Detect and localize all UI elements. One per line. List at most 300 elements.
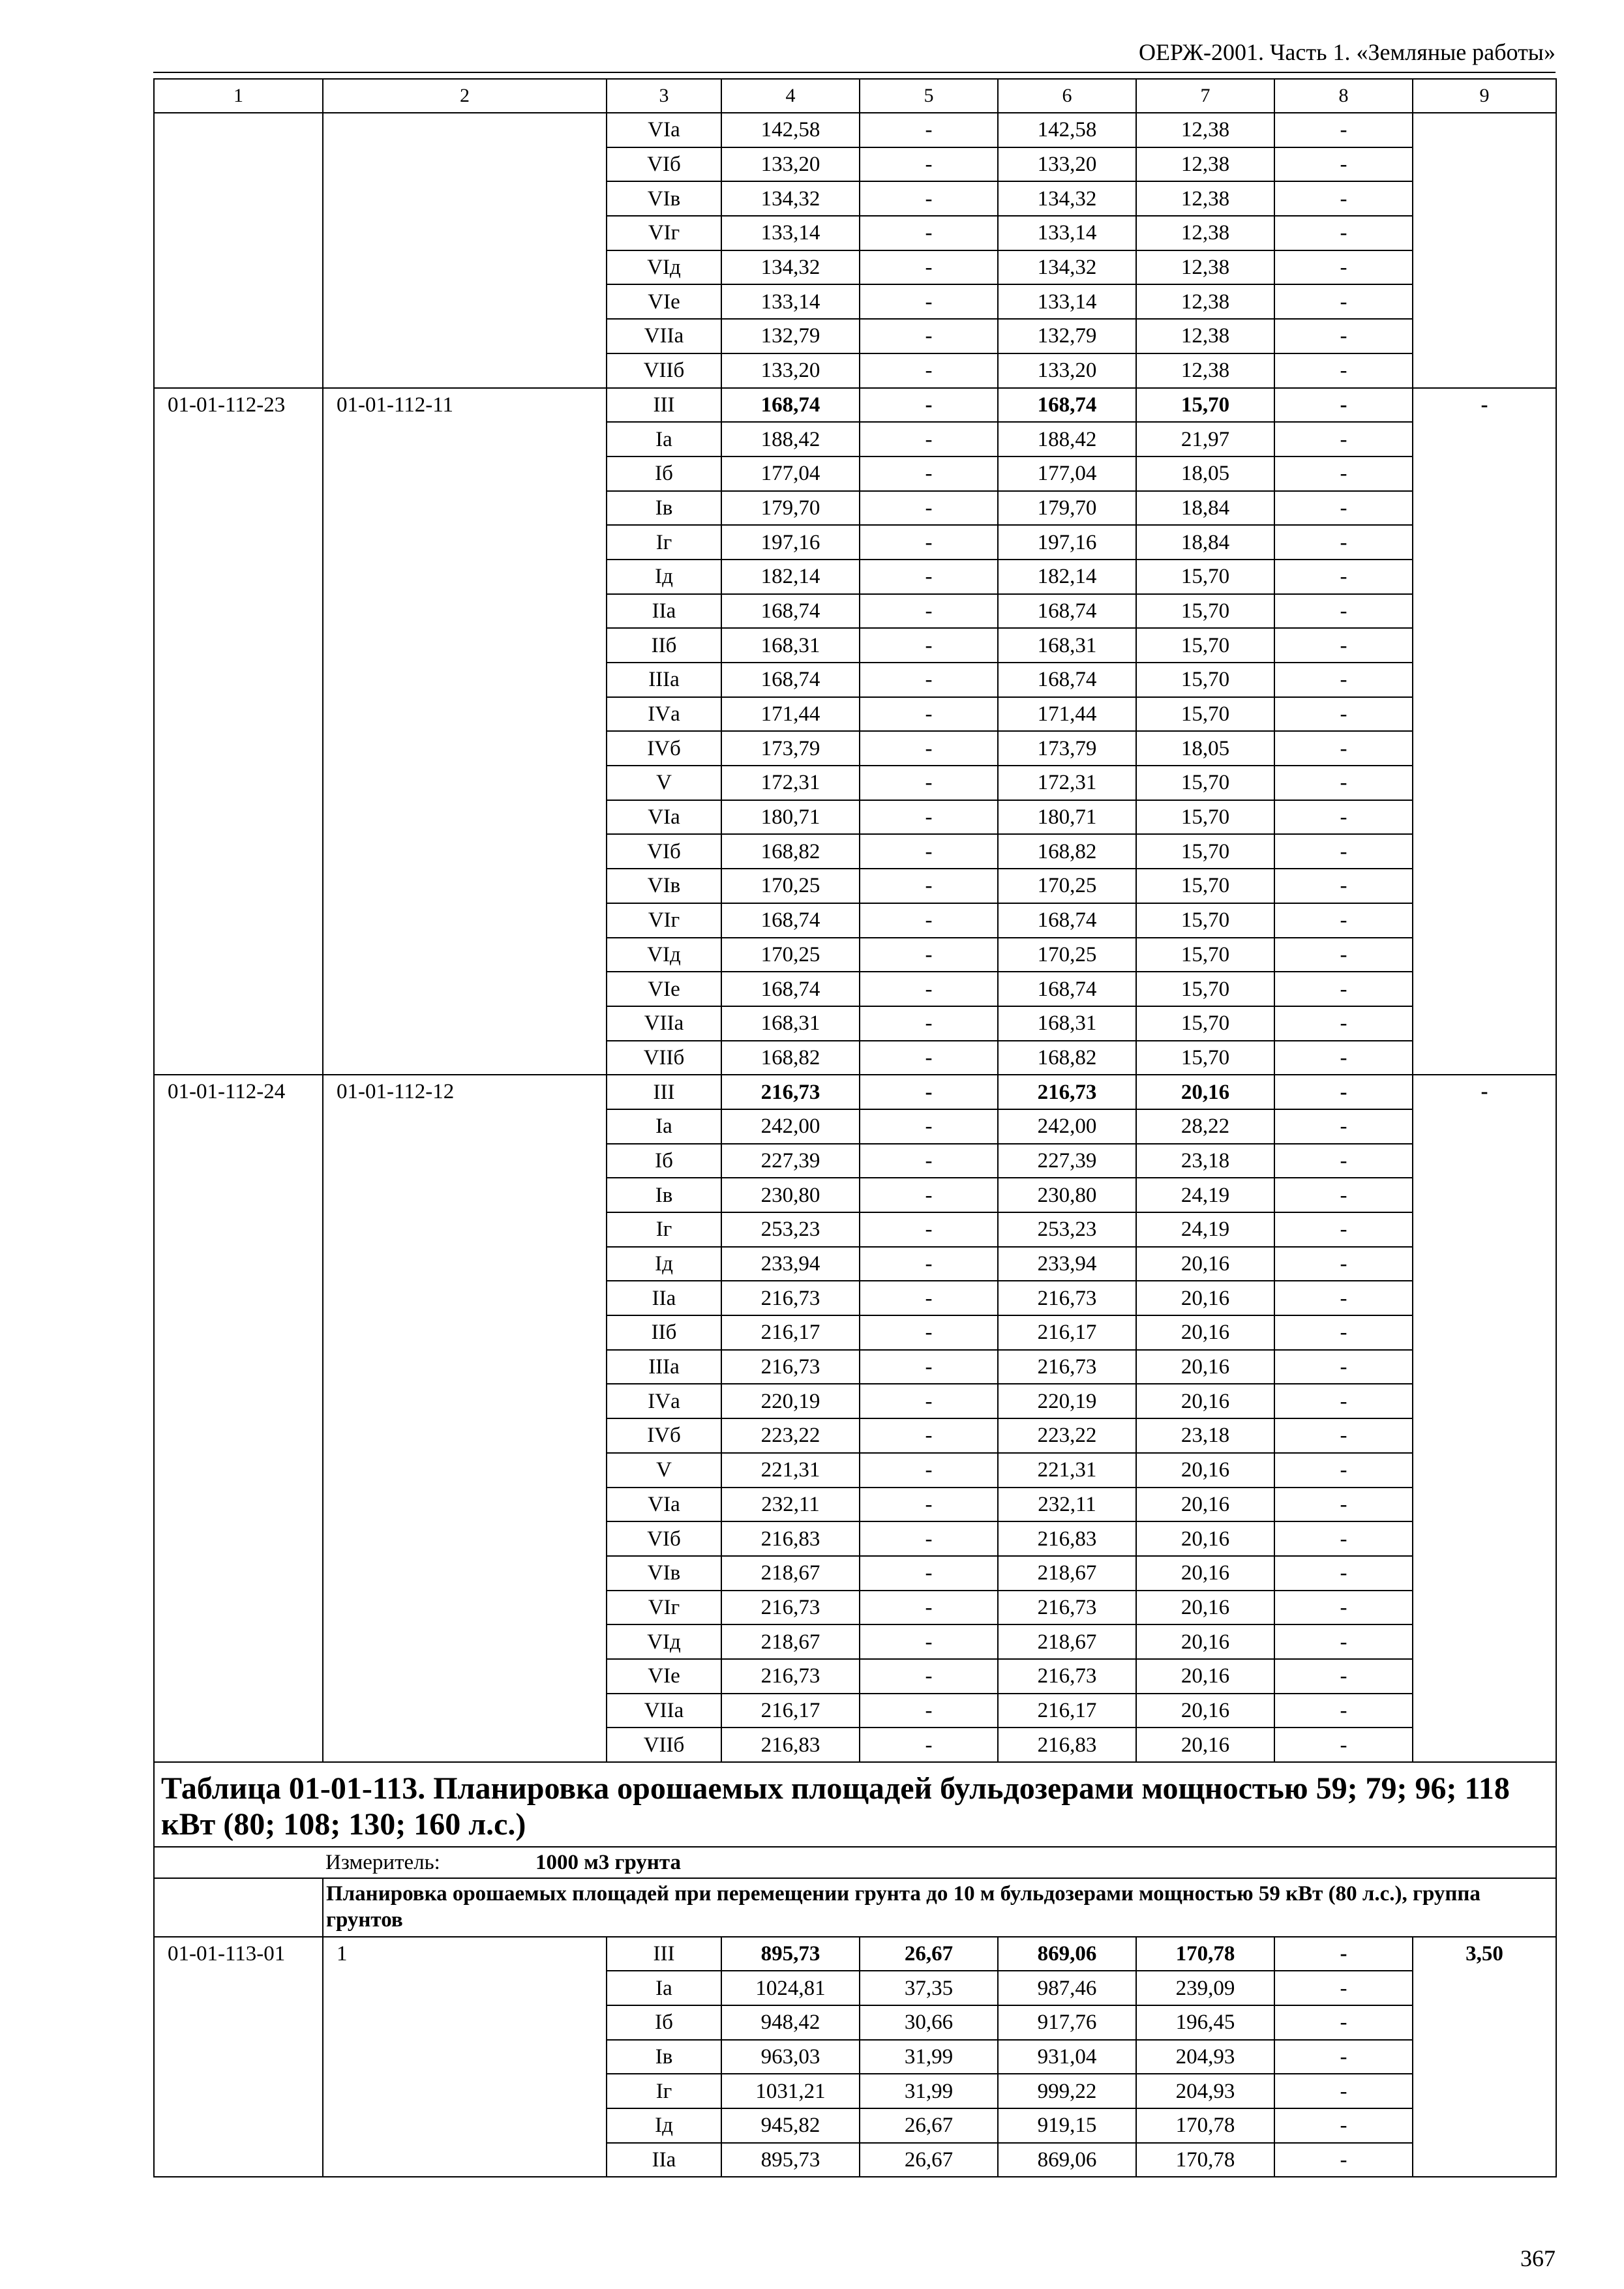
value-cell-col8: - <box>1274 1384 1413 1418</box>
value-cell-col6: 170,25 <box>998 869 1136 903</box>
value-cell-col5: - <box>860 1350 998 1384</box>
value-cell-col5: - <box>860 1247 998 1281</box>
value-cell-col8: - <box>1274 766 1413 800</box>
value-cell-col8: - <box>1274 938 1413 972</box>
value-cell-col5: - <box>860 1728 998 1762</box>
value-cell-col5: - <box>860 1453 998 1488</box>
column-number: 5 <box>860 79 998 113</box>
value-cell-col5: - <box>860 766 998 800</box>
value-cell-col8: - <box>1274 456 1413 491</box>
value-cell-col8: - <box>1274 731 1413 766</box>
value-cell-col7: 204,93 <box>1136 2074 1274 2108</box>
value-cell-col5: - <box>860 284 998 319</box>
soil-group-cell: IIIа <box>607 663 721 697</box>
value-cell-col6: 168,82 <box>998 1041 1136 1075</box>
value-cell-col7: 20,16 <box>1136 1281 1274 1315</box>
soil-group-cell: VIIб <box>607 1728 721 1762</box>
value-cell-col4: 242,00 <box>721 1109 860 1144</box>
norm-code-cell: 01-01-112-24 <box>154 1075 323 1762</box>
value-cell-col7: 20,16 <box>1136 1659 1274 1694</box>
value-cell-col6: 132,79 <box>998 319 1136 353</box>
value-cell-col4: 948,42 <box>721 2005 860 2040</box>
value-cell-col5: - <box>860 147 998 182</box>
value-cell-col7: 15,70 <box>1136 560 1274 594</box>
value-cell-col7: 15,70 <box>1136 697 1274 732</box>
value-cell-col7: 12,38 <box>1136 353 1274 388</box>
soil-group-cell: Iа <box>607 1971 721 2005</box>
value-cell-col7: 20,16 <box>1136 1247 1274 1281</box>
value-cell-col4: 168,82 <box>721 834 860 869</box>
table-row <box>154 1937 1556 1971</box>
value-cell-col4: 227,39 <box>721 1144 860 1178</box>
value-cell-col5: - <box>860 1488 998 1522</box>
value-cell-col5: - <box>860 1075 998 1109</box>
value-cell-col8: - <box>1274 250 1413 285</box>
value-cell-col4: 232,11 <box>721 1488 860 1522</box>
value-cell-col4: 133,14 <box>721 284 860 319</box>
value-cell-col6: 168,74 <box>998 903 1136 938</box>
value-cell-col8: - <box>1274 388 1413 423</box>
value-cell-col4: 221,31 <box>721 1453 860 1488</box>
value-cell-col8: - <box>1274 2074 1413 2108</box>
value-cell-col8: - <box>1274 1109 1413 1144</box>
value-cell-col4: 220,19 <box>721 1384 860 1418</box>
soil-group-cell: IIа <box>607 2143 721 2177</box>
unit-label: Измеритель: <box>325 1851 440 1875</box>
soil-group-cell: Iд <box>607 1247 721 1281</box>
soil-group-cell: IVа <box>607 697 721 732</box>
soil-group-cell: III <box>607 388 721 423</box>
value-cell-col8: - <box>1274 1624 1413 1659</box>
value-cell-col5: - <box>860 1041 998 1075</box>
soil-group-cell: IIа <box>607 1281 721 1315</box>
value-cell-col8: - <box>1274 628 1413 663</box>
value-cell-col7: 15,70 <box>1136 663 1274 697</box>
value-cell-col7: 18,05 <box>1136 456 1274 491</box>
value-cell-col8: - <box>1274 560 1413 594</box>
value-cell-col6: 168,31 <box>998 1006 1136 1041</box>
column-number: 7 <box>1136 79 1274 113</box>
value-cell-col5: - <box>860 1109 998 1144</box>
value-cell-col4: 133,14 <box>721 216 860 250</box>
value-cell-col4: 216,73 <box>721 1659 860 1694</box>
value-cell-col7: 20,16 <box>1136 1728 1274 1762</box>
value-cell-col4: 218,67 <box>721 1556 860 1591</box>
value-cell-col4: 170,25 <box>721 869 860 903</box>
value-cell-col7: 12,38 <box>1136 113 1274 147</box>
soil-group-cell: VIе <box>607 284 721 319</box>
soil-group-cell: IVб <box>607 731 721 766</box>
value-cell-col5: - <box>860 250 998 285</box>
norms-table <box>153 78 1557 2177</box>
value-cell-col6: 999,22 <box>998 2074 1136 2108</box>
value-cell-col5: - <box>860 1556 998 1591</box>
soil-group-cell: V <box>607 1453 721 1488</box>
value-cell-col5: - <box>860 388 998 423</box>
value-cell-col4: 253,23 <box>721 1212 860 1247</box>
value-cell-col8: - <box>1274 1247 1413 1281</box>
soil-group-cell: VIIа <box>607 1006 721 1041</box>
column-number: 4 <box>721 79 860 113</box>
value-cell-col5: - <box>860 491 998 526</box>
value-cell-col5: - <box>860 628 998 663</box>
value-cell-col6: 869,06 <box>998 2143 1136 2177</box>
value-cell-col6: 173,79 <box>998 731 1136 766</box>
value-cell-col5: 31,99 <box>860 2074 998 2108</box>
value-cell-col8: - <box>1274 1178 1413 1212</box>
soil-group-cell: Iб <box>607 1144 721 1178</box>
table-body <box>154 79 1556 2177</box>
soil-group-cell: Iб <box>607 2005 721 2040</box>
value-cell-col8: - <box>1274 1659 1413 1694</box>
table-row <box>154 1075 1556 1109</box>
value-cell-col7: 204,93 <box>1136 2040 1274 2074</box>
value-cell-col4: 133,20 <box>721 147 860 182</box>
value-cell-col7: 20,16 <box>1136 1315 1274 1350</box>
value-cell-col5: - <box>860 1384 998 1418</box>
unit-spacer <box>154 1847 323 1878</box>
soil-group-cell: VIд <box>607 938 721 972</box>
value-cell-col7: 12,38 <box>1136 319 1274 353</box>
value-cell-col6: 869,06 <box>998 1937 1136 1971</box>
value-cell-col8: - <box>1274 800 1413 835</box>
subtitle-spacer <box>154 1878 323 1936</box>
value-cell-col5: - <box>860 1281 998 1315</box>
value-cell-col8: - <box>1274 1453 1413 1488</box>
value-cell-col8: - <box>1274 903 1413 938</box>
value-cell-col6: 220,19 <box>998 1384 1136 1418</box>
value-cell-col8: - <box>1274 869 1413 903</box>
value-cell-col6: 133,20 <box>998 353 1136 388</box>
value-cell-col7: 196,45 <box>1136 2005 1274 2040</box>
value-cell-col6: 170,25 <box>998 938 1136 972</box>
value-cell-col6: 177,04 <box>998 456 1136 491</box>
value-cell-col5: - <box>860 972 998 1006</box>
value-cell-col5: - <box>860 1006 998 1041</box>
soil-group-cell: IIб <box>607 1315 721 1350</box>
value-cell-col4: 216,73 <box>721 1591 860 1625</box>
value-cell-col9: - <box>1413 1075 1556 1762</box>
soil-group-cell: Iд <box>607 560 721 594</box>
soil-group-cell: Iа <box>607 422 721 456</box>
value-cell-col4: 142,58 <box>721 113 860 147</box>
value-cell-col7: 18,05 <box>1136 731 1274 766</box>
value-cell-col6: 216,73 <box>998 1281 1136 1315</box>
value-cell-col8: - <box>1274 1418 1413 1453</box>
value-cell-col5: - <box>860 353 998 388</box>
soil-group-cell: VIб <box>607 147 721 182</box>
value-cell-col4: 197,16 <box>721 525 860 560</box>
section-subtitle: Планировка орошаемых площадей при перемещении грунта до 10 м бульдозерами мощностью 59 кВт (80 л.с.), группа грунтов <box>323 1878 1556 1936</box>
soil-group-cell: VIв <box>607 1556 721 1591</box>
value-cell-col4: 179,70 <box>721 491 860 526</box>
value-cell-col6: 227,39 <box>998 1144 1136 1178</box>
value-cell-col7: 20,16 <box>1136 1624 1274 1659</box>
value-cell-col6: 180,71 <box>998 800 1136 835</box>
column-number: 8 <box>1274 79 1413 113</box>
value-cell-col5: - <box>860 594 998 629</box>
value-cell-col8: - <box>1274 284 1413 319</box>
value-cell-col5: - <box>860 1659 998 1694</box>
soil-group-cell: Iг <box>607 1212 721 1247</box>
value-cell-col4: 134,32 <box>721 250 860 285</box>
value-cell-col5: - <box>860 1521 998 1556</box>
value-cell-col6: 216,83 <box>998 1521 1136 1556</box>
value-cell-col6: 168,82 <box>998 834 1136 869</box>
soil-group-cell: V <box>607 766 721 800</box>
norm-code-cell: 01-01-113-01 <box>154 1937 323 2177</box>
value-cell-col6: 253,23 <box>998 1212 1136 1247</box>
soil-group-cell: Iв <box>607 2040 721 2074</box>
value-cell-col6: 242,00 <box>998 1109 1136 1144</box>
table-title: Таблица 01-01-113. Планировка орошаемых площадей бульдозерами мощностью 59; 79; 96; 118 кВт (80; 108; 130; 160 л.с.) <box>154 1762 1556 1847</box>
value-cell-col4: 132,79 <box>721 319 860 353</box>
value-cell-col8: - <box>1274 2143 1413 2177</box>
value-cell-col4: 945,82 <box>721 2108 860 2143</box>
soil-group-cell: III <box>607 1937 721 1971</box>
value-cell-col4: 180,71 <box>721 800 860 835</box>
value-cell-col4: 230,80 <box>721 1178 860 1212</box>
value-cell-col4: 168,74 <box>721 903 860 938</box>
value-cell-col8: - <box>1274 1488 1413 1522</box>
value-cell-col8: - <box>1274 491 1413 526</box>
value-cell-col6: 179,70 <box>998 491 1136 526</box>
value-cell-col8: - <box>1274 1281 1413 1315</box>
value-cell-col8: - <box>1274 1591 1413 1625</box>
value-cell-col6: 216,83 <box>998 1728 1136 1762</box>
value-cell-col4: 168,31 <box>721 628 860 663</box>
value-cell-col5: - <box>860 903 998 938</box>
value-cell-col6: 168,74 <box>998 663 1136 697</box>
value-cell-col5: - <box>860 113 998 147</box>
value-cell-col6: 134,32 <box>998 181 1136 216</box>
value-cell-col4: 182,14 <box>721 560 860 594</box>
value-cell-col6: 142,58 <box>998 113 1136 147</box>
value-cell-col5: - <box>860 1315 998 1350</box>
value-cell-col7: 24,19 <box>1136 1178 1274 1212</box>
value-cell-col6: 134,32 <box>998 250 1136 285</box>
soil-group-cell: Iа <box>607 1109 721 1144</box>
running-header: ОЕРЖ-2001. Часть 1. «Земляные работы» <box>1139 39 1556 65</box>
value-cell-col4: 188,42 <box>721 422 860 456</box>
value-cell-col9: - <box>1413 388 1556 1075</box>
value-cell-col8: - <box>1274 1075 1413 1109</box>
value-cell-col7: 170,78 <box>1136 1937 1274 1971</box>
value-cell-col7: 20,16 <box>1136 1453 1274 1488</box>
value-cell-col5: 26,67 <box>860 2108 998 2143</box>
value-cell-col7: 15,70 <box>1136 938 1274 972</box>
value-cell-col6: 919,15 <box>998 2108 1136 2143</box>
value-cell-col7: 15,70 <box>1136 388 1274 423</box>
value-cell-col4: 216,83 <box>721 1728 860 1762</box>
norm-code-cell <box>154 113 323 388</box>
value-cell-col7: 20,16 <box>1136 1694 1274 1728</box>
soil-group-cell: VIг <box>607 903 721 938</box>
value-cell-col6: 216,17 <box>998 1315 1136 1350</box>
value-cell-col7: 15,70 <box>1136 972 1274 1006</box>
value-cell-col8: - <box>1274 1728 1413 1762</box>
value-cell-col5: - <box>860 319 998 353</box>
value-cell-col4: 168,31 <box>721 1006 860 1041</box>
value-cell-col7: 15,70 <box>1136 766 1274 800</box>
value-cell-col4: 216,73 <box>721 1281 860 1315</box>
soil-group-cell: VIIа <box>607 319 721 353</box>
soil-group-cell: VIд <box>607 1624 721 1659</box>
value-cell-col8: - <box>1274 663 1413 697</box>
value-cell-col4: 171,44 <box>721 697 860 732</box>
value-cell-col5: - <box>860 560 998 594</box>
value-cell-col4: 216,17 <box>721 1315 860 1350</box>
value-cell-col6: 218,67 <box>998 1624 1136 1659</box>
unit-value: 1000 м3 грунта <box>535 1851 682 1875</box>
value-cell-col6: 931,04 <box>998 2040 1136 2074</box>
value-cell-col5: - <box>860 456 998 491</box>
soil-group-cell: IIб <box>607 628 721 663</box>
value-cell-col6: 168,74 <box>998 388 1136 423</box>
soil-group-cell: III <box>607 1075 721 1109</box>
soil-group-cell: VIд <box>607 250 721 285</box>
value-cell-col9: 3,50 <box>1413 1937 1556 2177</box>
value-cell-col6: 230,80 <box>998 1178 1136 1212</box>
reference-code-cell: 1 <box>323 1937 607 2177</box>
value-cell-col7: 20,16 <box>1136 1075 1274 1109</box>
column-number: 6 <box>998 79 1136 113</box>
value-cell-col4: 177,04 <box>721 456 860 491</box>
value-cell-col8: - <box>1274 1144 1413 1178</box>
value-cell-col6: 223,22 <box>998 1418 1136 1453</box>
reference-code-cell: 01-01-112-12 <box>323 1075 607 1762</box>
value-cell-col5: 26,67 <box>860 1937 998 1971</box>
value-cell-col5: - <box>860 663 998 697</box>
soil-group-cell: Iб <box>607 456 721 491</box>
value-cell-col4: 216,73 <box>721 1075 860 1109</box>
value-cell-col6: 221,31 <box>998 1453 1136 1488</box>
soil-group-cell: VIа <box>607 800 721 835</box>
value-cell-col6: 216,73 <box>998 1075 1136 1109</box>
value-cell-col7: 15,70 <box>1136 834 1274 869</box>
value-cell-col4: 216,17 <box>721 1694 860 1728</box>
value-cell-col5: - <box>860 525 998 560</box>
value-cell-col8: - <box>1274 594 1413 629</box>
soil-group-cell: IIIа <box>607 1350 721 1384</box>
soil-group-cell: Iг <box>607 525 721 560</box>
value-cell-col7: 15,70 <box>1136 903 1274 938</box>
value-cell-col5: - <box>860 731 998 766</box>
value-cell-col4: 168,74 <box>721 663 860 697</box>
value-cell-col6: 233,94 <box>998 1247 1136 1281</box>
value-cell-col5: 30,66 <box>860 2005 998 2040</box>
value-cell-col8: - <box>1274 216 1413 250</box>
soil-group-cell: VIIб <box>607 1041 721 1075</box>
soil-group-cell: Iд <box>607 2108 721 2143</box>
value-cell-col4: 168,82 <box>721 1041 860 1075</box>
value-cell-col4: 216,83 <box>721 1521 860 1556</box>
column-number-row <box>154 79 1556 113</box>
value-cell-col4: 168,74 <box>721 594 860 629</box>
value-cell-col4: 963,03 <box>721 2040 860 2074</box>
value-cell-col8: - <box>1274 834 1413 869</box>
value-cell-col7: 12,38 <box>1136 250 1274 285</box>
value-cell-col6: 197,16 <box>998 525 1136 560</box>
value-cell-col5: - <box>860 834 998 869</box>
value-cell-col8: - <box>1274 1937 1413 1971</box>
value-cell-col7: 15,70 <box>1136 800 1274 835</box>
value-cell-col5: - <box>860 181 998 216</box>
reference-code-cell: 01-01-112-11 <box>323 388 607 1075</box>
soil-group-cell: VIа <box>607 1488 721 1522</box>
value-cell-col5: 37,35 <box>860 1971 998 2005</box>
value-cell-col5: - <box>860 800 998 835</box>
value-cell-col4: 216,73 <box>721 1350 860 1384</box>
value-cell-col6: 171,44 <box>998 697 1136 732</box>
soil-group-cell: VIIб <box>607 353 721 388</box>
unit-cell <box>323 1847 1556 1878</box>
column-number: 1 <box>154 79 323 113</box>
value-cell-col7: 20,16 <box>1136 1488 1274 1522</box>
value-cell-col6: 232,11 <box>998 1488 1136 1522</box>
value-cell-col8: - <box>1274 181 1413 216</box>
table-title-row <box>154 1762 1556 1847</box>
value-cell-col8: - <box>1274 113 1413 147</box>
value-cell-col6: 133,20 <box>998 147 1136 182</box>
value-cell-col6: 172,31 <box>998 766 1136 800</box>
norm-code-cell: 01-01-112-23 <box>154 388 323 1075</box>
value-cell-col7: 15,70 <box>1136 1006 1274 1041</box>
value-cell-col7: 23,18 <box>1136 1144 1274 1178</box>
value-cell-col7: 12,38 <box>1136 147 1274 182</box>
value-cell-col7: 20,16 <box>1136 1591 1274 1625</box>
value-cell-col4: 223,22 <box>721 1418 860 1453</box>
value-cell-col8: - <box>1274 697 1413 732</box>
value-cell-col6: 168,31 <box>998 628 1136 663</box>
value-cell-col5: - <box>860 869 998 903</box>
value-cell-col7: 20,16 <box>1136 1556 1274 1591</box>
value-cell-col8: - <box>1274 422 1413 456</box>
soil-group-cell: VIIа <box>607 1694 721 1728</box>
value-cell-col4: 170,25 <box>721 938 860 972</box>
value-cell-col7: 15,70 <box>1136 1041 1274 1075</box>
value-cell-col7: 170,78 <box>1136 2143 1274 2177</box>
value-cell-col7: 21,97 <box>1136 422 1274 456</box>
value-cell-col7: 18,84 <box>1136 525 1274 560</box>
value-cell-col8: - <box>1274 1350 1413 1384</box>
value-cell-col6: 133,14 <box>998 284 1136 319</box>
value-cell-col5: - <box>860 938 998 972</box>
column-number: 2 <box>323 79 607 113</box>
value-cell-col7: 12,38 <box>1136 181 1274 216</box>
value-cell-col6: 168,74 <box>998 972 1136 1006</box>
soil-group-cell: VIе <box>607 972 721 1006</box>
value-cell-col7: 20,16 <box>1136 1521 1274 1556</box>
value-cell-col6: 216,73 <box>998 1350 1136 1384</box>
value-cell-col6: 216,73 <box>998 1591 1136 1625</box>
value-cell-col4: 895,73 <box>721 1937 860 1971</box>
value-cell-col5: - <box>860 422 998 456</box>
value-cell-col8: - <box>1274 1212 1413 1247</box>
value-cell-col8: - <box>1274 1041 1413 1075</box>
value-cell-col6: 216,17 <box>998 1694 1136 1728</box>
soil-group-cell: Iв <box>607 491 721 526</box>
value-cell-col5: - <box>860 216 998 250</box>
value-cell-col7: 20,16 <box>1136 1350 1274 1384</box>
soil-group-cell: VIг <box>607 216 721 250</box>
value-cell-col7: 12,38 <box>1136 284 1274 319</box>
value-cell-col8: - <box>1274 2108 1413 2143</box>
soil-group-cell: IIа <box>607 594 721 629</box>
value-cell-col8: - <box>1274 319 1413 353</box>
value-cell-col8: - <box>1274 972 1413 1006</box>
reference-code-cell <box>323 113 607 388</box>
